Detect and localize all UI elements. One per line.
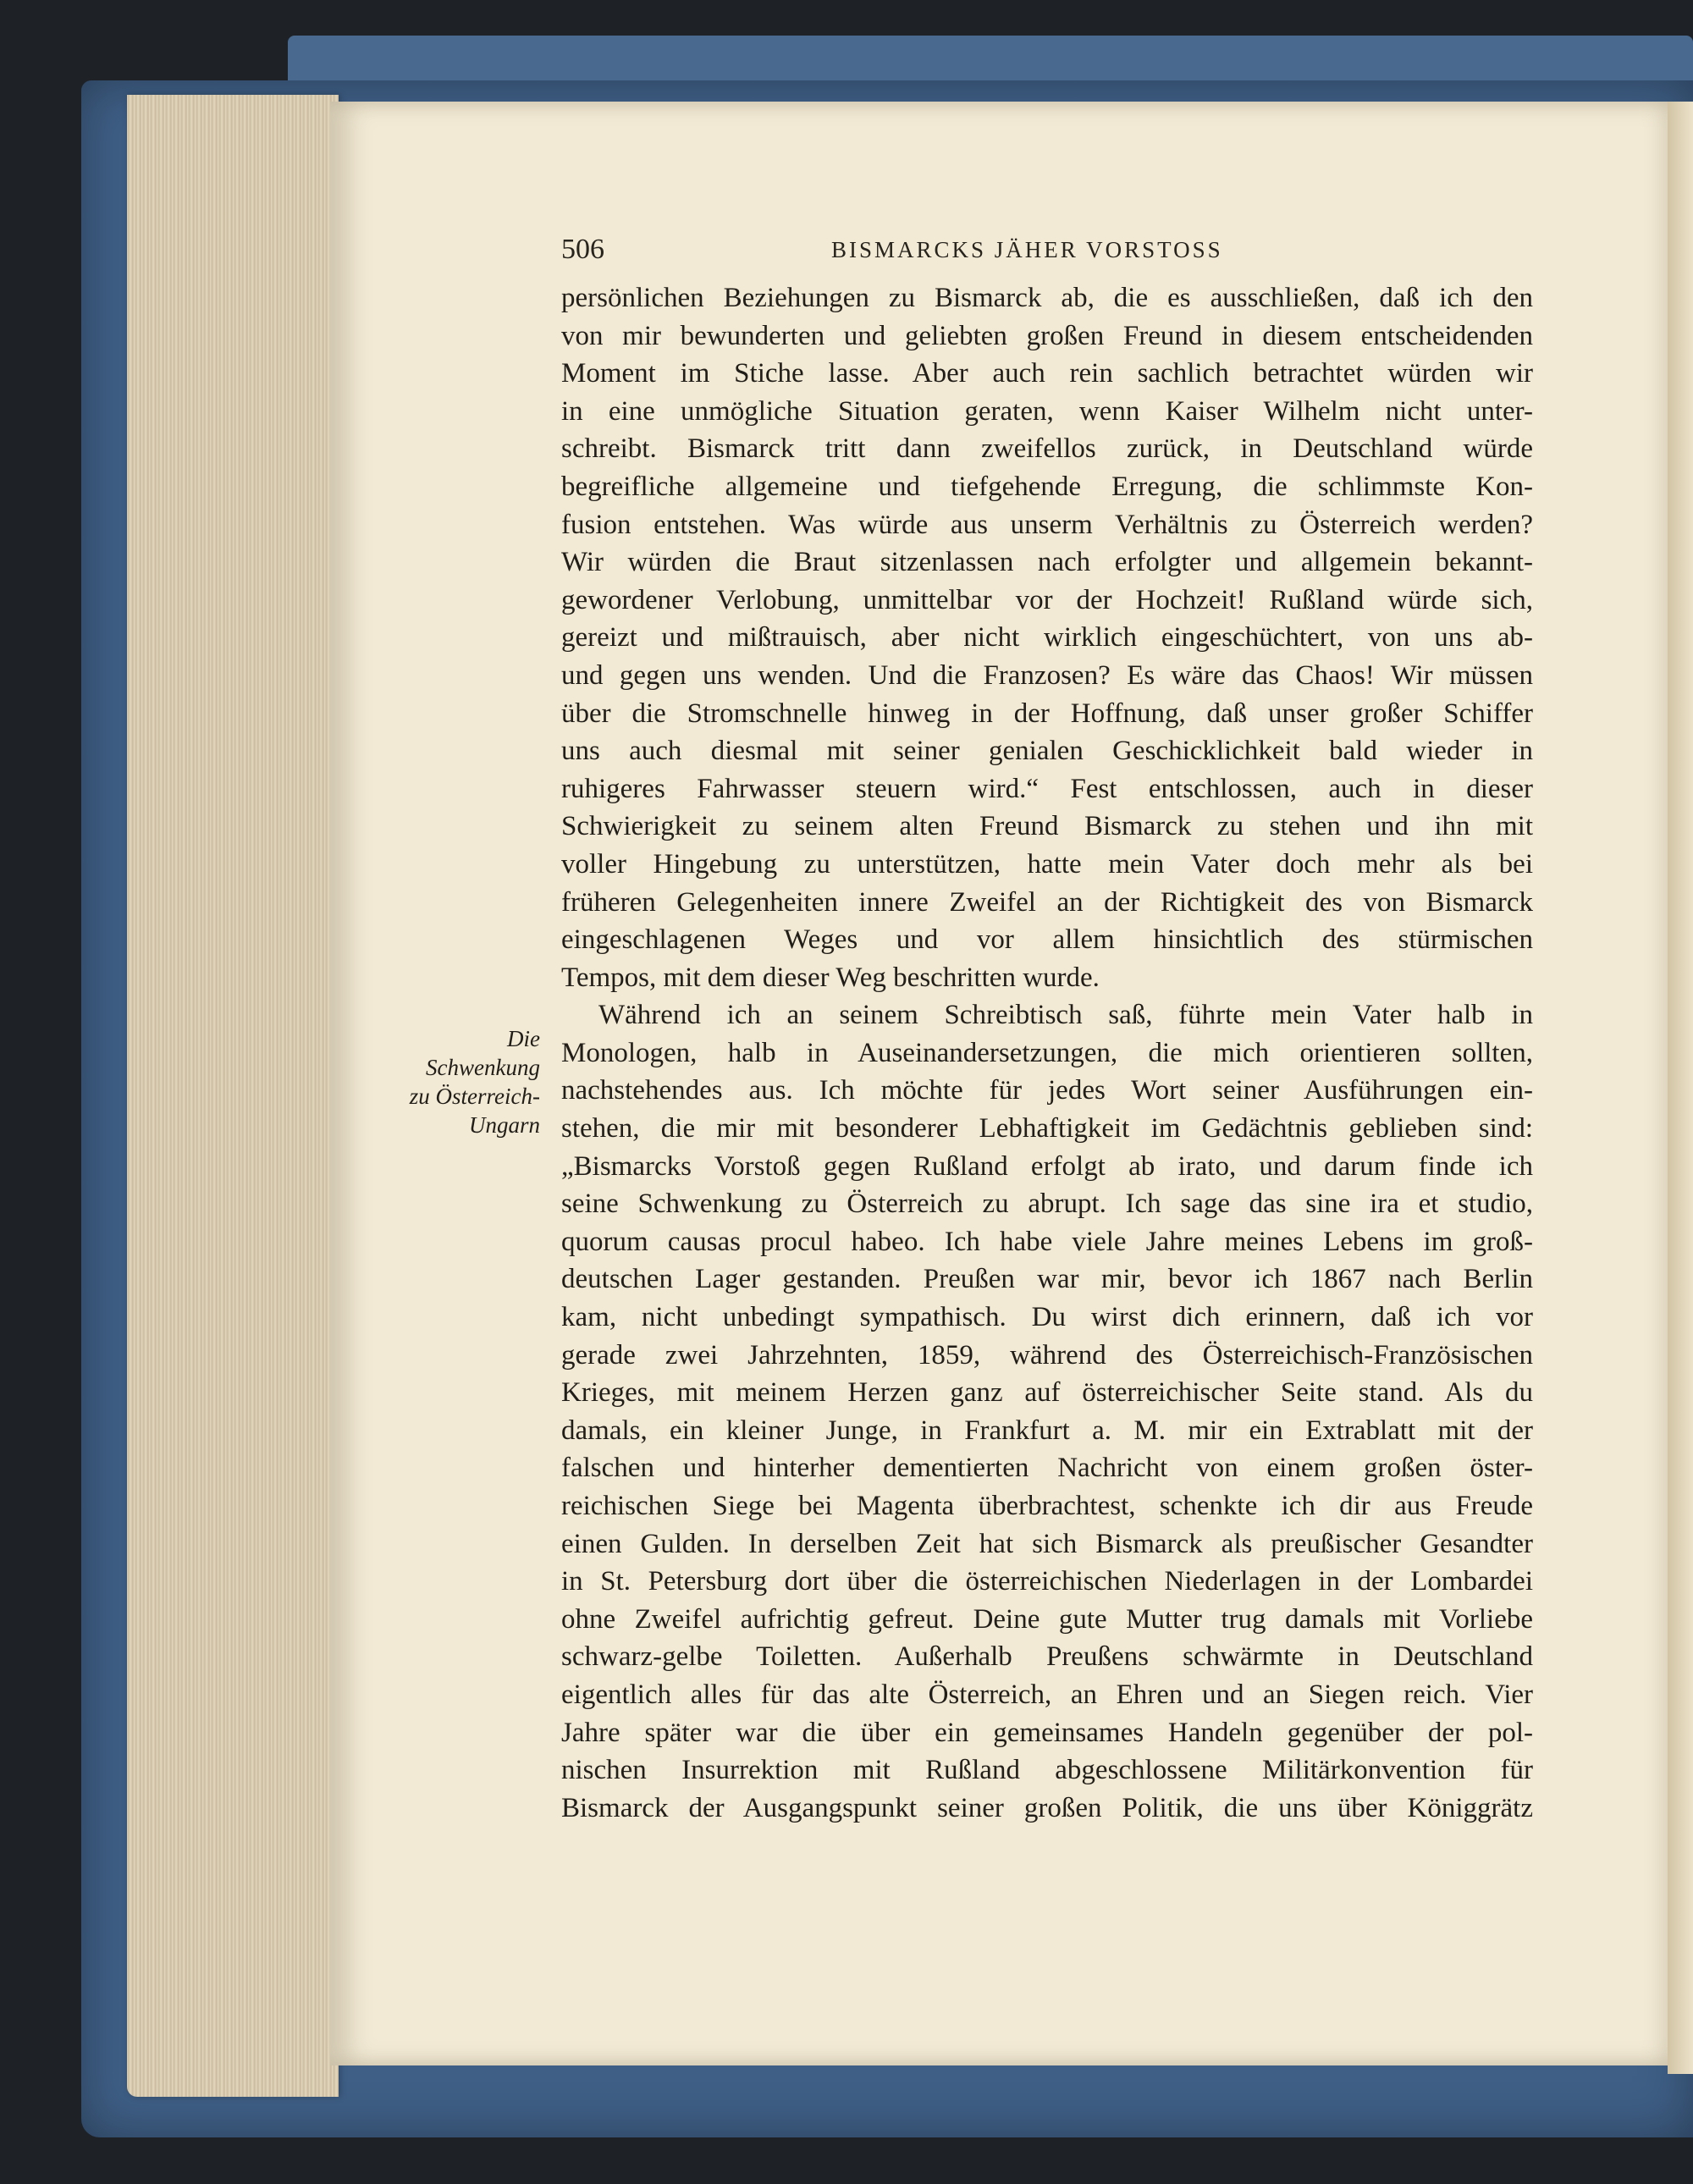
text-line: Schwierigkeit zu seinem alten Freund Bismarck zu stehen und ihn mit: [561, 811, 1533, 842]
text-line: schreibt. Bismarck tritt dann zweifellos zurück, in Deutschland würde: [561, 433, 1533, 465]
text-line: gerade zwei Jahrzehnten, 1859, während des Österreichisch-Französischen: [561, 1339, 1533, 1371]
text-line: und gegen uns wenden. Und die Franzosen? Es wäre das Chaos! Wir müssen: [561, 659, 1533, 691]
page-number: 506: [561, 234, 604, 265]
text-line: Moment im Stiche lasse. Aber auch rein sachlich betrachtet würden wir: [561, 358, 1533, 389]
text-line: voller Hingebung zu unterstützen, hatte mein Vater doch mehr als bei: [561, 848, 1533, 880]
text-line: „Bismarcks Vorstoß gegen Rußland erfolgt ab irato, und darum finde ich: [561, 1150, 1533, 1182]
text-line: nischen Insurrektion mit Rußland abgeschlossene Militärkonvention für: [561, 1755, 1533, 1786]
text-line: falschen und hinterher dementierten Nachricht von einem großen öster-: [561, 1453, 1533, 1484]
text-line: ohne Zweifel aufrichtig gefreut. Deine gute Mutter trug damals mit Vorliebe: [561, 1603, 1533, 1635]
text-line: in eine unmögliche Situation geraten, wenn Kaiser Wilhelm nicht unter-: [561, 395, 1533, 427]
text-line: in St. Petersburg dort über die österreichischen Niederlagen in der Lombardei: [561, 1566, 1533, 1597]
text-line: seine Schwenkung zu Österreich zu abrupt. Ich sage das sine ira et studio,: [561, 1189, 1533, 1220]
text-line: reichischen Siege bei Magenta überbrachtest, schenkte ich dir aus Freude: [561, 1491, 1533, 1521]
chapter-title: BISMARCKS JÄHER VORSTOSS: [831, 237, 1223, 262]
text-line: von mir bewunderten und geliebten großen Freund in diesem entscheidenden: [561, 320, 1533, 351]
text-line: gewordener Verlobung, unmittelbar vor der Hochzeit! Rußland würde sich,: [561, 584, 1533, 615]
page-edges: [127, 95, 339, 2097]
text-line: Krieges, mit meinem Herzen ganz auf österreichischer Seite stand. Als du: [561, 1377, 1533, 1409]
marginal-note-line: zu Österreich-: [409, 1084, 540, 1109]
text-line: eingeschlagenen Weges und vor allem hinsichtlich des stürmischen: [561, 924, 1533, 956]
text-line: kam, nicht unbedingt sympathisch. Du wirst dich erinnern, daß ich vor: [561, 1302, 1533, 1333]
text-line: Monologen, halb in Auseinandersetzungen, die mich orientieren sollten,: [561, 1037, 1533, 1068]
text-line: begreifliche allgemeine und tiefgehende Erregung, die schlimmste Kon-: [561, 471, 1533, 502]
text-line: Wir würden die Braut sitzenlassen nach erfolgter und allgemein bekannt-: [561, 547, 1533, 578]
text-line: deutschen Lager gestanden. Preußen war mir, bevor ich 1867 nach Berlin: [561, 1264, 1533, 1295]
text-line: eigentlich alles für das alte Österreich, an Ehren und an Siegen reich. Vier: [561, 1679, 1533, 1710]
text-line: Tempos, mit dem dieser Weg beschritten wurde.: [561, 962, 1100, 993]
marginal-note: [372, 1024, 540, 1139]
text-line: fusion entstehen. Was würde aus unserm Verhältnis zu Österreich werden?: [561, 509, 1533, 540]
text-line: uns auch diesmal mit seiner genialen Geschicklichkeit bald wieder in: [561, 736, 1533, 767]
text-line: damals, ein kleiner Junge, in Frankfurt a. M. mir ein Extrablatt mit der: [561, 1415, 1533, 1446]
marginal-note-line: Die: [507, 1026, 540, 1051]
text-line: Während ich an seinem Schreibtisch saß, führte mein Vater halb in: [598, 1000, 1533, 1031]
text-line: gereizt und mißtrauisch, aber nicht wirklich eingeschüchtert, von uns ab-: [561, 622, 1533, 654]
text-line: quorum causas procul habeo. Ich habe viele Jahre meines Lebens im groß-: [561, 1226, 1533, 1257]
text-line: stehen, die mir mit besonderer Lebhaftigkeit im Gedächtnis geblieben sind:: [561, 1113, 1533, 1144]
text-line: früheren Gelegenheiten innere Zweifel an der Richtigkeit des von Bismarck: [561, 886, 1533, 918]
text-line: Bismarck der Ausgangspunkt seiner großen Politik, die uns über Königgrätz: [561, 1792, 1533, 1823]
text-line: über die Stromschnelle hinweg in der Hoffnung, daß unser großer Schiffer: [561, 698, 1533, 729]
marginal-note-line: Schwenkung: [426, 1055, 540, 1080]
running-head: [561, 234, 1533, 267]
text-line: nachstehendes aus. Ich möchte für jedes Wort seiner Ausführungen ein-: [561, 1075, 1533, 1106]
text-line: persönlichen Beziehungen zu Bismarck ab, die es ausschließen, daß ich den: [561, 283, 1533, 313]
marginal-note-line: Ungarn: [468, 1112, 540, 1138]
body-text: [561, 279, 1533, 1827]
facing-page-edge: [1668, 102, 1693, 2074]
text-line: ruhigeres Fahrwasser steuern wird.“ Fest entschlossen, auch in dieser: [561, 773, 1533, 804]
text-line: schwarz-gelbe Toiletten. Außerhalb Preußens schwärmte in Deutschland: [561, 1641, 1533, 1673]
text-line: einen Gulden. In derselben Zeit hat sich Bismarck als preußischer Gesandter: [561, 1528, 1533, 1559]
text-line: Jahre später war die über ein gemeinsames Handeln gegenüber der pol-: [561, 1717, 1533, 1748]
